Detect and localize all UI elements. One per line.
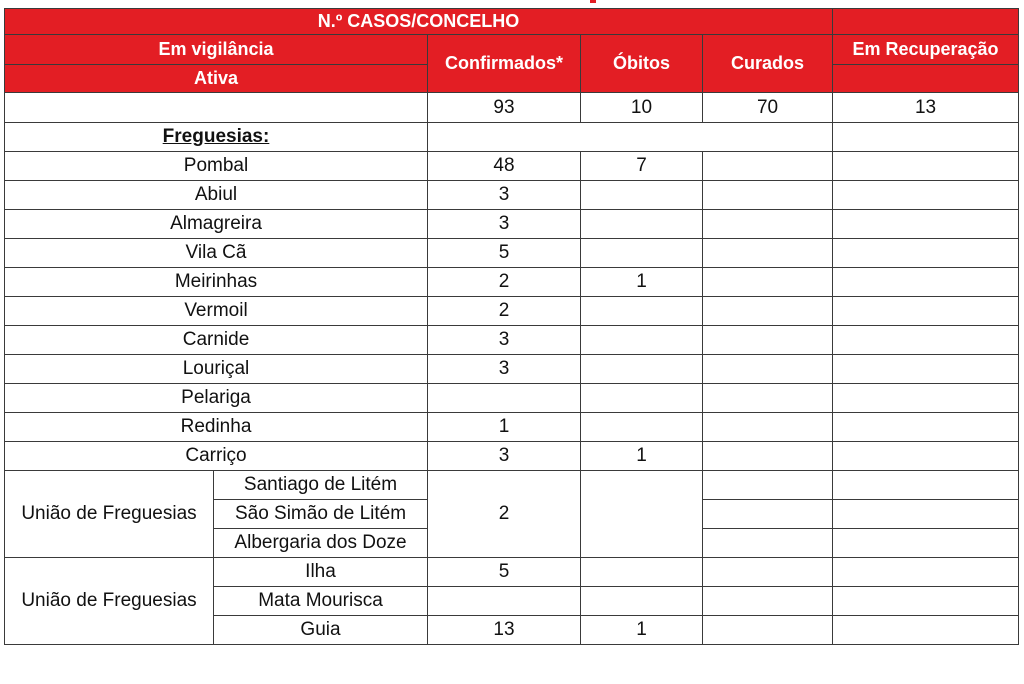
uniao-confirmados: 2 [428, 471, 581, 558]
uniao-confirmados: 13 [428, 616, 581, 645]
freguesia-confirmados: 3 [428, 355, 581, 384]
freguesia-curados [703, 181, 833, 210]
freguesia-confirmados: 5 [428, 239, 581, 268]
table-row [5, 558, 1019, 587]
freguesia-obitos [581, 355, 703, 384]
freguesia-recuperacao [833, 355, 1019, 384]
freguesia-name: Almagreira [5, 210, 428, 239]
freguesia-obitos: 7 [581, 152, 703, 181]
totals-row [5, 93, 1019, 123]
freguesia-curados [703, 384, 833, 413]
uniao-curados [703, 529, 833, 558]
freguesia-curados [703, 326, 833, 355]
table-row [5, 152, 1019, 181]
table-row [5, 181, 1019, 210]
total-curados: 70 [703, 93, 833, 123]
freguesia-curados [703, 297, 833, 326]
freguesia-obitos [581, 181, 703, 210]
freguesia-name: Carriço [5, 442, 428, 471]
freguesia-curados [703, 355, 833, 384]
uniao-member: Ilha [214, 558, 428, 587]
freguesia-recuperacao [833, 442, 1019, 471]
header-recuperacao: Em Recuperação [833, 35, 1019, 65]
cases-table [4, 8, 1019, 645]
header-vigilancia-line2: Ativa [5, 65, 428, 93]
freguesia-recuperacao [833, 384, 1019, 413]
table-row [5, 442, 1019, 471]
uniao-curados [703, 616, 833, 645]
freguesia-confirmados: 3 [428, 442, 581, 471]
uniao-confirmados: 5 [428, 558, 581, 587]
freguesia-obitos [581, 326, 703, 355]
freguesia-obitos [581, 297, 703, 326]
freguesias-heading [5, 123, 428, 152]
uniao-member: São Simão de Litém [214, 500, 428, 529]
freguesia-recuperacao [833, 268, 1019, 297]
freguesias-label: Freguesias: [162, 126, 270, 147]
header-recuperacao-spacer [833, 65, 1019, 93]
table-row [5, 239, 1019, 268]
freguesia-name: Pelariga [5, 384, 428, 413]
table-row [5, 355, 1019, 384]
freguesia-name: Redinha [5, 413, 428, 442]
freguesia-name: Meirinhas [5, 268, 428, 297]
uniao-obitos [581, 471, 703, 558]
freguesia-recuperacao [833, 326, 1019, 355]
table-row [5, 297, 1019, 326]
uniao-member: Mata Mourisca [214, 587, 428, 616]
header-curados: Curados [703, 35, 833, 93]
uniao-recuperacao [833, 500, 1019, 529]
freguesia-obitos [581, 210, 703, 239]
freguesia-confirmados: 1 [428, 413, 581, 442]
freguesia-recuperacao [833, 413, 1019, 442]
freguesia-confirmados: 2 [428, 297, 581, 326]
freguesia-obitos [581, 239, 703, 268]
freguesia-name: Abiul [5, 181, 428, 210]
table-row [5, 326, 1019, 355]
freguesia-name: Louriçal [5, 355, 428, 384]
freguesia-name: Vermoil [5, 297, 428, 326]
totals-vigilancia [5, 93, 428, 123]
freguesias-heading-row [5, 123, 1019, 152]
uniao-recuperacao [833, 558, 1019, 587]
header-obitos: Óbitos [581, 35, 703, 93]
table-row [5, 471, 1019, 500]
freguesia-confirmados: 3 [428, 326, 581, 355]
freguesia-curados [703, 239, 833, 268]
uniao-confirmados [428, 587, 581, 616]
freguesia-obitos: 1 [581, 268, 703, 297]
freguesia-curados [703, 442, 833, 471]
freguesia-obitos: 1 [581, 442, 703, 471]
freguesia-confirmados [428, 384, 581, 413]
freguesia-name: Pombal [5, 152, 428, 181]
freguesia-name: Vila Cã [5, 239, 428, 268]
header-vigilancia-line1: Em vigilância [5, 35, 428, 65]
uniao-member: Albergaria dos Doze [214, 529, 428, 558]
table-row [5, 413, 1019, 442]
total-obitos: 10 [581, 93, 703, 123]
freguesia-curados [703, 152, 833, 181]
freguesia-confirmados: 3 [428, 210, 581, 239]
uniao-curados [703, 558, 833, 587]
freguesia-name: Carnide [5, 326, 428, 355]
uniao-label: União de Freguesias [5, 558, 214, 645]
freguesia-confirmados: 3 [428, 181, 581, 210]
freguesia-recuperacao [833, 210, 1019, 239]
uniao-curados [703, 500, 833, 529]
freguesia-confirmados: 48 [428, 152, 581, 181]
total-confirmados: 93 [428, 93, 581, 123]
header-row-title [5, 9, 1019, 35]
freguesias-heading-blank [428, 123, 833, 152]
uniao-member: Guia [214, 616, 428, 645]
uniao-obitos [581, 558, 703, 587]
freguesia-curados [703, 268, 833, 297]
freguesia-recuperacao [833, 181, 1019, 210]
header-confirmados: Confirmados* [428, 35, 581, 93]
uniao-recuperacao [833, 471, 1019, 500]
uniao-recuperacao [833, 529, 1019, 558]
uniao-curados [703, 471, 833, 500]
uniao-recuperacao [833, 616, 1019, 645]
header-title-spacer [833, 9, 1019, 35]
uniao-obitos: 1 [581, 616, 703, 645]
freguesia-curados [703, 413, 833, 442]
table-title: N.º CASOS/CONCELHO [5, 9, 833, 35]
uniao-curados [703, 587, 833, 616]
uniao-label: União de Freguesias [5, 471, 214, 558]
uniao-obitos [581, 587, 703, 616]
uniao-member: Santiago de Litém [214, 471, 428, 500]
table-row [5, 210, 1019, 239]
freguesia-confirmados: 2 [428, 268, 581, 297]
header-edge-mark [590, 0, 596, 3]
freguesia-recuperacao [833, 297, 1019, 326]
freguesia-recuperacao [833, 239, 1019, 268]
freguesia-curados [703, 210, 833, 239]
freguesia-obitos [581, 384, 703, 413]
table-row [5, 268, 1019, 297]
total-recuperacao: 13 [833, 93, 1019, 123]
freguesia-obitos [581, 413, 703, 442]
freguesias-heading-blank-rec [833, 123, 1019, 152]
uniao-recuperacao [833, 587, 1019, 616]
table-row [5, 384, 1019, 413]
freguesia-recuperacao [833, 152, 1019, 181]
header-row-1 [5, 35, 1019, 65]
